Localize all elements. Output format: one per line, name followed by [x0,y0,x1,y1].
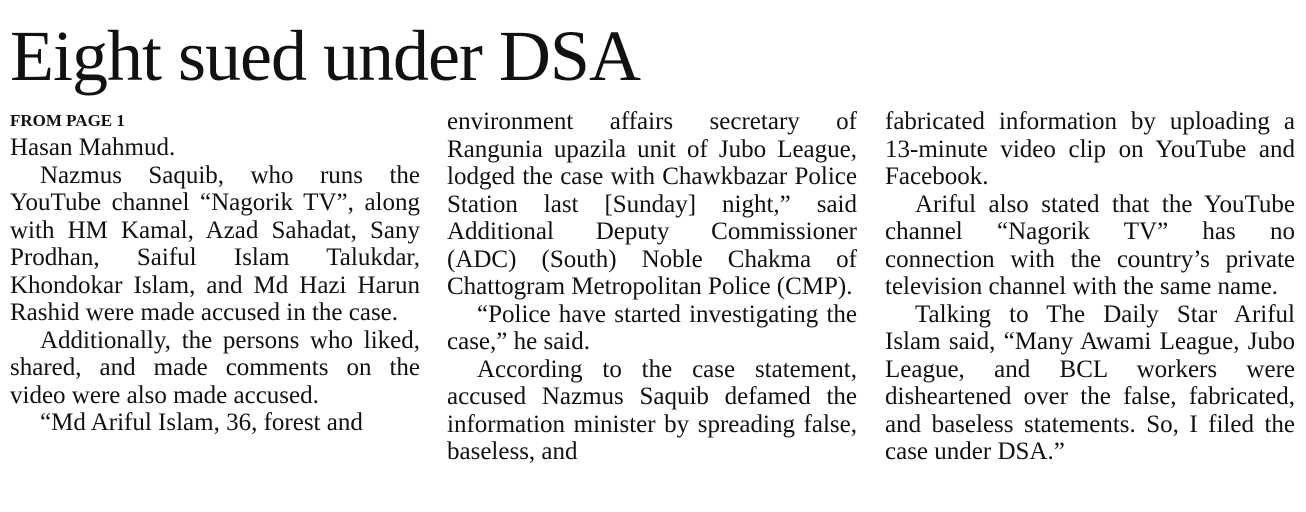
paragraph: fabricated information by uploading a 13-minute video clip on YouTube and Facebook. [885,108,1295,190]
paragraph: Talking to The Daily Star Ariful Islam said, “Many Awami League, Jubo League, and BCL workers were disheartened over the false, fabricated, and baseless statements. So, I filed the case under DSA.” [885,300,1295,465]
paragraph: Nazmus Saquib, who runs the YouTube channel “Nagorik TV”, along with HM Kamal, Azad Sahadat, Sany Prodhan, Saiful Islam Talukdar, Khondokar Islam, and Md Hazi Harun Rashid were made accused in the case. [10,161,420,326]
paragraph: Hasan Mahmud. [10,134,176,161]
paragraph: “Police have started investigating the case,” he said. [447,300,857,355]
article-column-3 [885,108,1295,466]
headline: Eight sued under DSA [10,16,640,96]
paragraph: According to the case statement, accused Nazmus Saquib defamed the information minister by spreading false, baseless, and [447,355,857,465]
paragraph: “Md Ariful Islam, 36, forest and [40,409,363,436]
kicker-from-page: FROM PAGE 1 [10,111,125,130]
article-column-2 [447,108,857,466]
article-column-1 [10,108,420,437]
paragraph: environment affairs secretary of Rangunia upazila unit of Jubo League, lodged the case with Chawkbazar Police Station last [Sunday] night,” said Additional Deputy Commissioner (ADC) (South) Noble Chakma of Chattogram Metropolitan Police (CMP). [447,108,857,300]
paragraph: Additionally, the persons who liked, shared, and made comments on the video were also made accused. [10,326,420,409]
paragraph: Ariful also stated that the YouTube channel “Nagorik TV” has no connection with the country’s private television channel with the same name. [885,190,1295,300]
